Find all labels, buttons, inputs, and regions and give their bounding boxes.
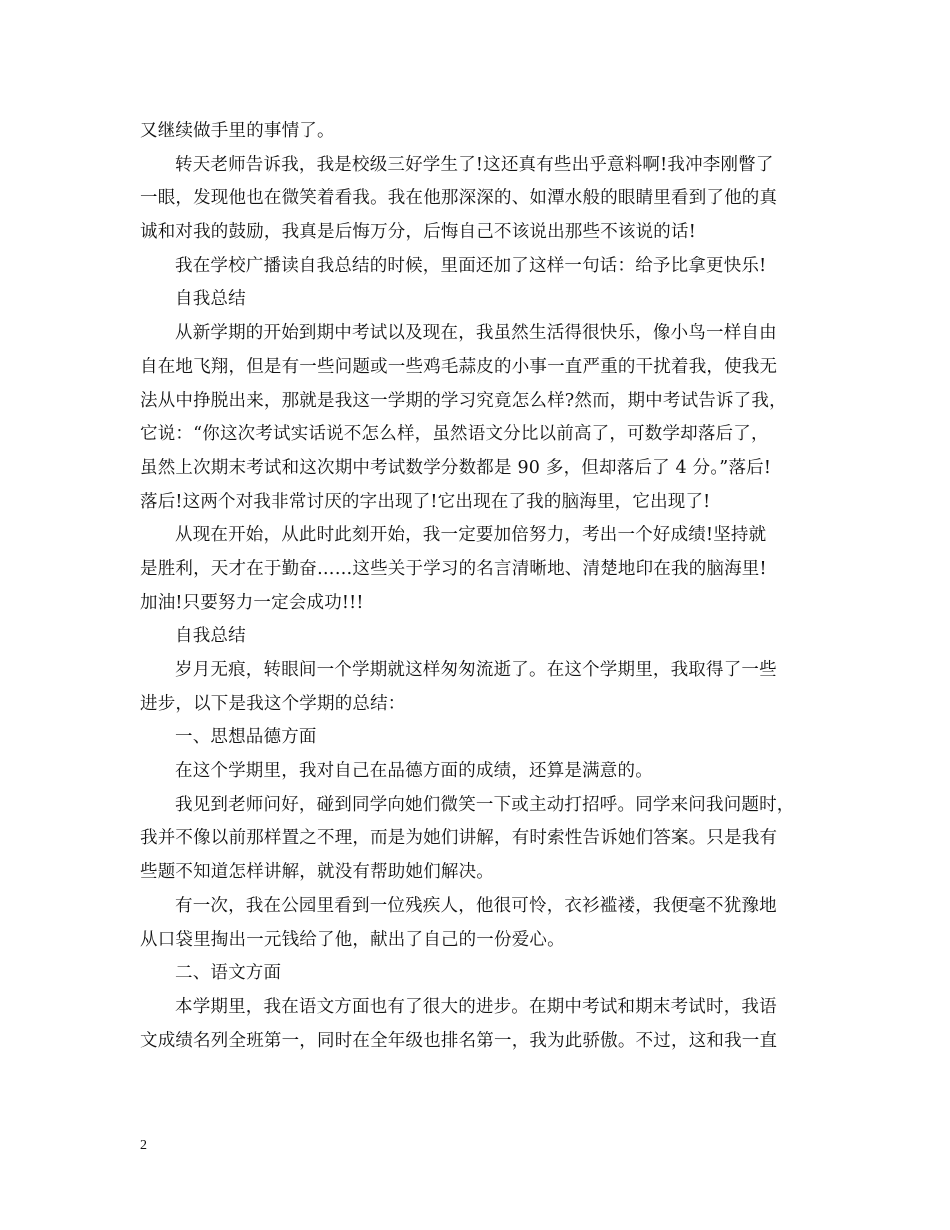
text-line: 有一次，我在公园里看到一位残疾人，他很可怜，衣衫褴褛，我便毫不犹豫地	[175, 895, 777, 916]
text-line: 我见到老师问好，碰到同学向她们微笑一下或主动打招呼。同学来问我问题时，	[175, 794, 795, 815]
text-line: 我在学校广播读自我总结的时候，里面还加了这样一句话：给予比拿更快乐!	[175, 255, 767, 276]
text-line: 它说：“你这次考试实话说不怎么样，虽然语文分比以前高了，可数学却落后了，	[140, 424, 769, 445]
text-line: 些题不知道怎样讲解，就没有帮助她们解决。	[140, 862, 494, 883]
text-line: 自在地飞翔，但是有一些问题或一些鸡毛蒜皮的小事一直严重的干扰着我，使我无	[140, 356, 778, 377]
page-number: 2	[140, 1138, 147, 1153]
text-line: 一眼，发现他也在微笑着看我。我在他那深深的、如潭水般的眼睛里看到了他的真	[140, 188, 778, 209]
text-line: 一、思想品德方面	[175, 727, 317, 748]
text-line: 在这个学期里，我对自己在品德方面的成绩，还算是满意的。	[175, 761, 653, 782]
text-line: 我并不像以前那样置之不理，而是为她们讲解，有时索性告诉她们答案。只是我有	[140, 828, 778, 849]
text-line: 加油!只要努力一定会成功!!!	[140, 592, 364, 613]
text-line: 进步，以下是我这个学期的总结：	[140, 693, 406, 714]
text-line: 从现在开始，从此时此刻开始，我一定要加倍努力，考出一个好成绩!坚持就	[175, 525, 767, 546]
text-line: 诚和对我的鼓励，我真是后悔万分，后悔自己不该说出那些不该说的话!	[140, 222, 696, 243]
text-line: 文成绩名列全班第一，同时在全年级也排名第一，我为此骄傲。不过，这和我一直	[140, 1030, 778, 1051]
text-line: 本学期里，我在语文方面也有了很大的进步。在期中考试和期末考试时，我语	[175, 996, 777, 1017]
text-line: 从新学期的开始到期中考试以及现在，我虽然生活得很快乐，像小鸟一样自由	[175, 323, 777, 344]
text-line: 虽然上次期末考试和这次期中考试数学分数都是 90 多，但却落后了 4 分。”落后!	[140, 457, 772, 478]
text-line: 落后!这两个对我非常讨厌的字出现了!它出现在了我的脑海里，它出现了!	[140, 491, 711, 512]
text-line: 自我总结	[175, 626, 246, 647]
text-line: 转天老师告诉我，我是校级三好学生了!这还真有些出乎意料啊!我冲李刚瞥了	[175, 154, 774, 175]
text-line: 自我总结	[175, 289, 246, 310]
text-line: 法从中挣脱出来，那就是我这一学期的学习究竟怎么样?然而，期中考试告诉了我，	[140, 390, 787, 411]
text-line: 二、语文方面	[175, 963, 282, 984]
text-line: 岁月无痕，转眼间一个学期就这样匆匆流逝了。在这个学期里，我取得了一些	[175, 660, 777, 680]
text-line: 又继续做手里的事情了。	[140, 121, 335, 141]
text-line: 是胜利，天才在于勤奋……这些关于学习的名言清晰地、清楚地印在我的脑海里!	[140, 558, 767, 579]
text-line: 从口袋里掏出一元钱给了他，献出了自己的一份爱心。	[140, 929, 565, 950]
document-body	[140, 115, 812, 1058]
